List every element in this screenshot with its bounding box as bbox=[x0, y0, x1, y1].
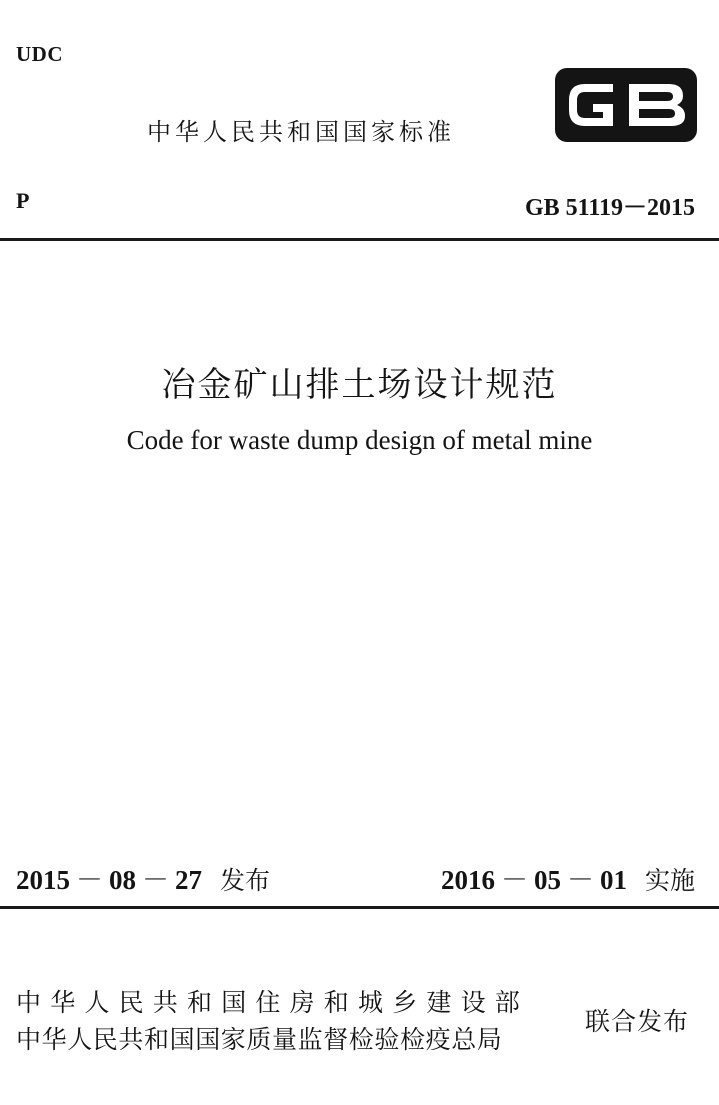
implement-label: 实施 bbox=[644, 866, 695, 895]
issue-date bbox=[16, 858, 270, 897]
issuing-authorities bbox=[16, 984, 529, 1058]
date-separator: － bbox=[142, 865, 169, 895]
title-english: Code for waste dump design of metal mine bbox=[126, 425, 593, 455]
gb-logo-icon bbox=[555, 68, 697, 142]
implementation-date bbox=[441, 858, 695, 897]
joint-issue-label: 联合发布 bbox=[585, 1007, 690, 1036]
issuer-ministry-housing: 中华人民共和国住房和城乡建设部 bbox=[16, 988, 530, 1017]
top-divider bbox=[0, 238, 719, 241]
date-separator: － bbox=[500, 865, 528, 895]
issue-label: 发布 bbox=[220, 866, 271, 895]
date-separator: － bbox=[566, 865, 594, 895]
implement-day: 01 bbox=[599, 865, 627, 895]
implement-month: 05 bbox=[533, 865, 561, 895]
issuer-quality-supervision: 中华人民共和国国家质量监督检验检疫总局 bbox=[16, 1025, 503, 1054]
implement-year: 2016 bbox=[440, 865, 495, 895]
title-chinese: 冶金矿山排土场设计规范 bbox=[161, 365, 558, 405]
date-separator: － bbox=[76, 865, 103, 895]
issue-day: 27 bbox=[175, 865, 202, 895]
gb-logo-letter-b bbox=[629, 84, 685, 126]
classification-code: P bbox=[16, 188, 30, 213]
national-standard-heading: 中华人民共和国国家标准 bbox=[147, 118, 455, 146]
udc-label: UDC bbox=[16, 42, 63, 66]
issue-month: 08 bbox=[109, 865, 136, 895]
issue-year: 2015 bbox=[16, 865, 70, 895]
standard-number: GB 51119－2015 bbox=[524, 195, 695, 221]
bottom-divider bbox=[0, 906, 719, 909]
